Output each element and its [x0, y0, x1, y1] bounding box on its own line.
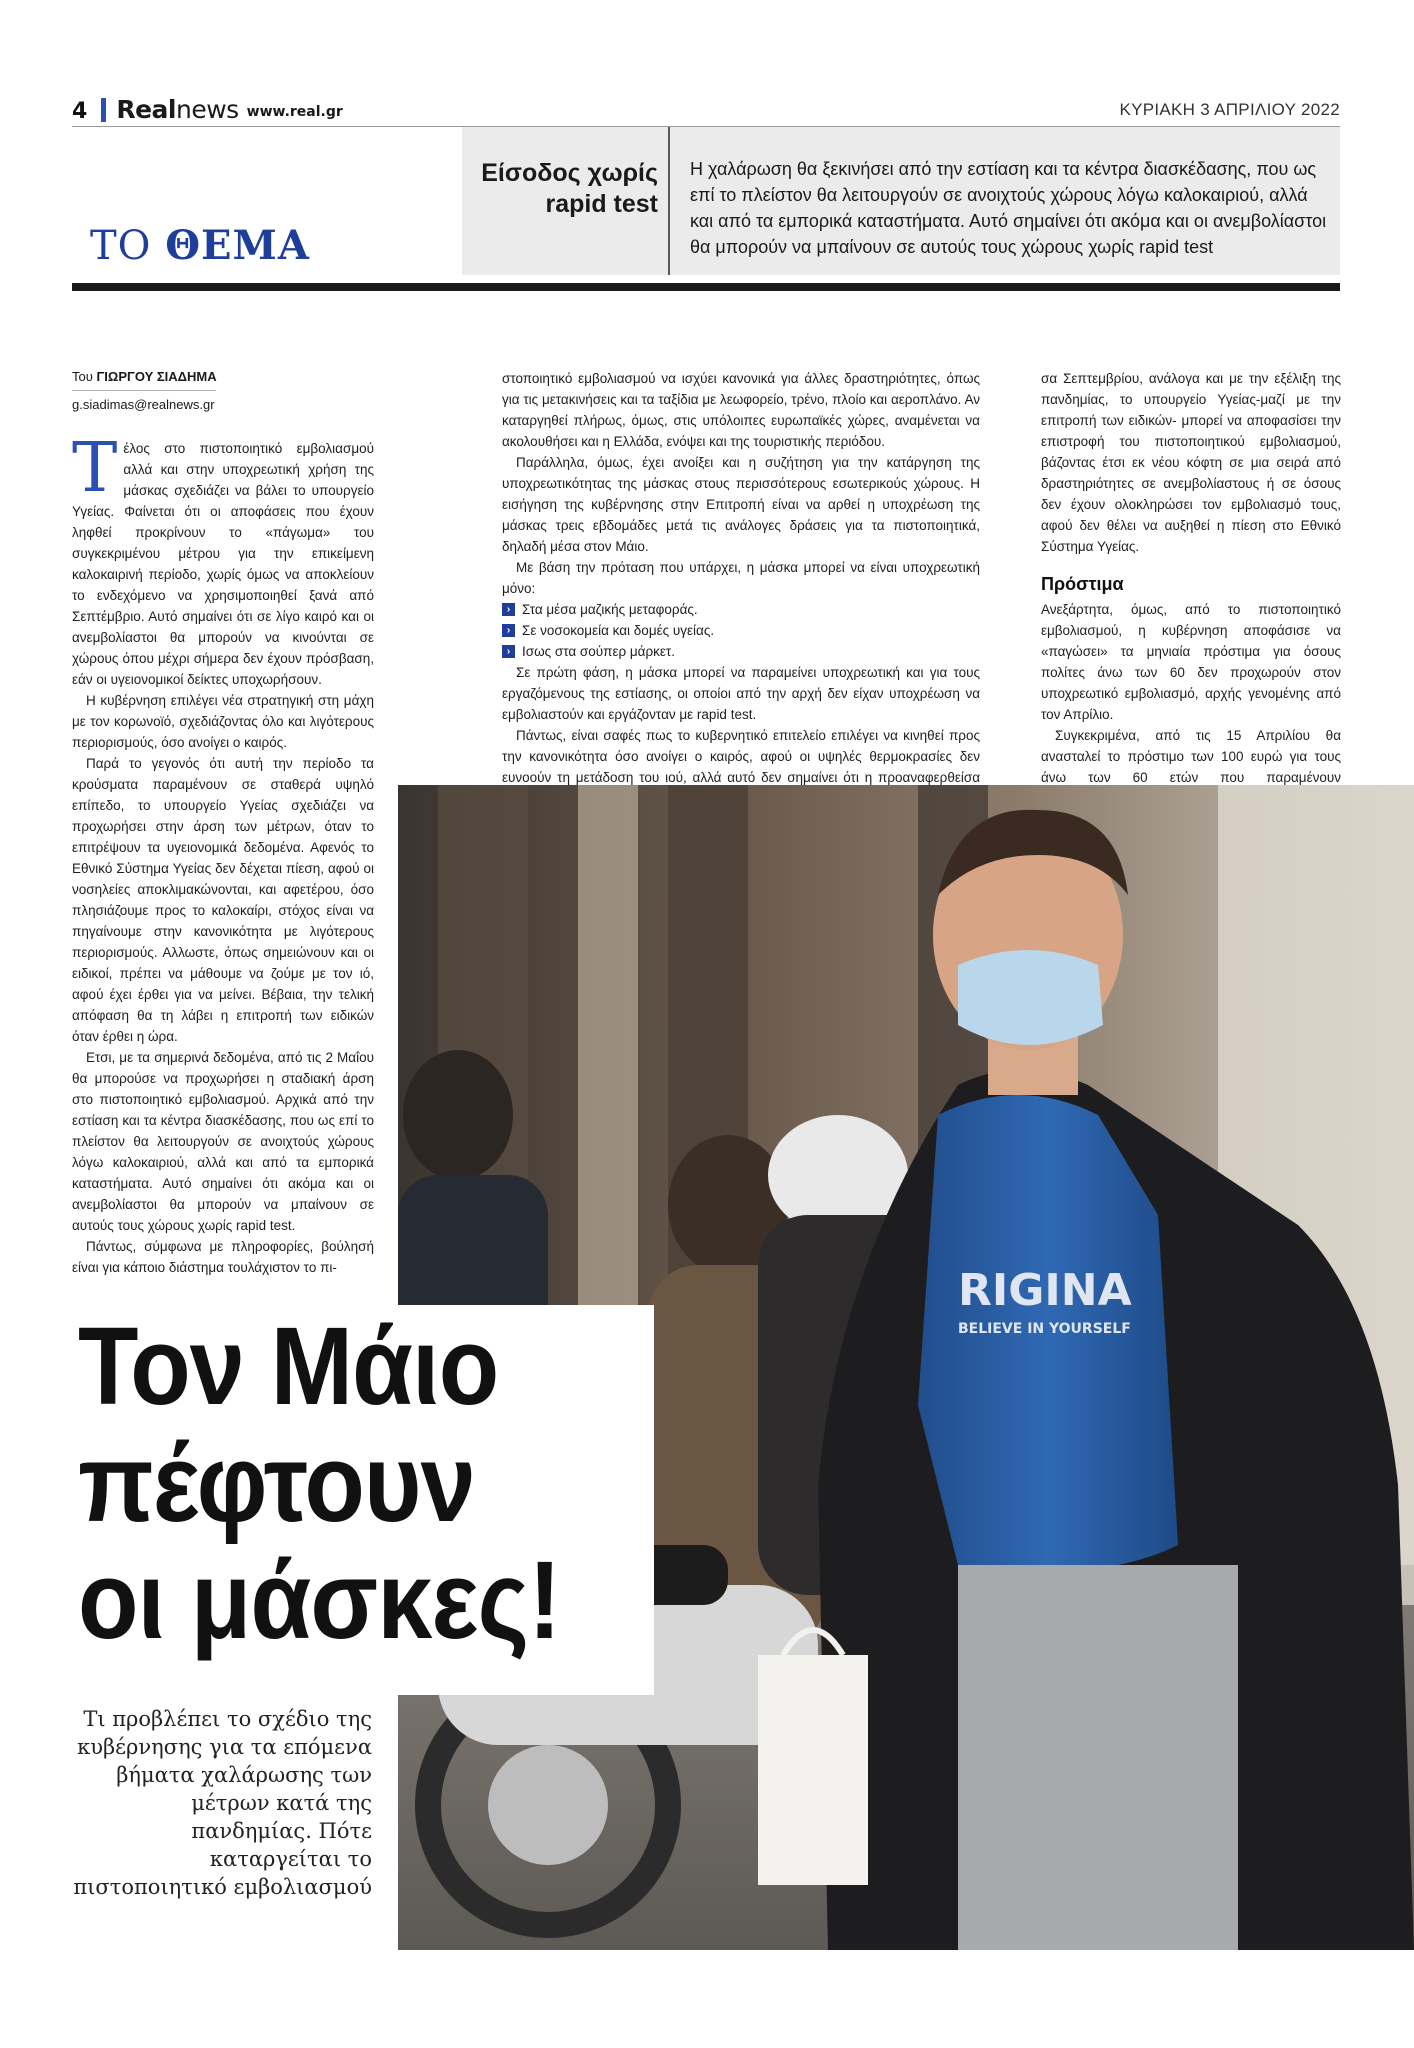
- subheading: Πρόστιμα: [1041, 574, 1124, 594]
- issue-date: ΚΥΡΙΑΚΗ 3 ΑΠΡΙΛΙΟΥ 2022: [1119, 100, 1340, 119]
- headline-line: οι μάσκες!: [78, 1539, 561, 1662]
- summary-title-line: rapid test: [545, 190, 658, 218]
- summary-text: Η χαλάρωση θα ξεκινήσει από την εστίαση και τα κέντρα διασκέδασης, που ως επί το πλείστον θα λειτουργούν σε ανοιχτούς χώρους λόγω καλοκαιριού, αλλά και από τα εμπορικά καταστήματα. Αυτό σημαίνει ότι ακόμα και οι ανεμβολίαστοι θα μπορούν να μπαίνουν σε αυτούς τους χώρους χωρίς rapid test: [690, 159, 1327, 257]
- page-header: [72, 92, 1340, 124]
- bullet-arrow-icon: ›: [502, 645, 515, 658]
- article-paragraph: Συγκεκριμένα, από τις 15 Απριλίου θα ανασταλεί το πρόστιμο των 100 ευρώ για τους άνω των 60 ετών που παραμένουν: [1041, 728, 1341, 785]
- article-column-1: [72, 429, 374, 1278]
- bullet-text: Σε νοσοκομεία και δομές υγείας.: [522, 623, 715, 638]
- article-paragraph: Πάντως, είναι σαφές πως το κυβερνητικό επιτελείο επιλέγει να κινηθεί προς την κανονικότητα όσο ανοίγει ο καιρός, αφού οι υψηλές θερμοκρασίες δεν ευνοούν τη μετάδοση του ιού, αλλά αυτό δεν σημαίνει ότι η προαναφερθείσα: [502, 728, 980, 785]
- article-column-3: [1041, 368, 1341, 809]
- hoodie-print: RIGINA: [958, 1265, 1132, 1316]
- brand-news: news: [175, 95, 239, 124]
- header-separator: [101, 98, 106, 122]
- byline-email[interactable]: g.siadimas@realnews.gr: [72, 397, 215, 412]
- byline: [72, 367, 222, 415]
- byline-rule: [72, 390, 216, 391]
- bullet-list: [502, 599, 980, 662]
- face-mask: [958, 950, 1103, 1045]
- paragraph-text: έλος στο πιστοποιητικό εμβολιασμού αλλά και στην υποχρεωτική χρήση της μάσκας σχεδιάζει να βάλει το υπουργείο Υγείας. Φαίνεται ότι οι αποφάσεις που έχουν ληφθεί προκρίνουν το «πάγωμα» του συγκεκριμένου μέτρου για την επικείμενη καλοκαιρινή περίοδο, χωρίς όμως να αποκλείουν το ενδεχόμενο να χρησιμοποιηθεί ξανά από Σεπτέμβριο. Αυτό σημαίνει ότι σε λίγο καιρό και οι ανεμβολίαστοι θα μπορούν να κινούνται σε χώρους όπου μέχρι σήμερα δεν έχουν πρόσβαση, εάν οι υγειονομικοί δείκτες υποχωρήσουν.: [72, 441, 374, 687]
- drop-cap: Τ: [72, 429, 118, 508]
- article-paragraph: Ανεξάρτητα, όμως, από το πιστοποιητικό εμβολιασμού, η κυβέρνηση αποφάσισε να «παγώσει» τα μηνιαία πρόστιμα για όσους πολίτες άνω των 60 δεν προχωρούν στον υποχρεωτικό εμβολιασμό, αρχής γενομένης από τον Απρίλιο.: [1041, 602, 1341, 722]
- article-paragraph: στοποιητικό εμβολιασμού να ισχύει κανονικά για άλλες δραστηριότητες, όπως για τις μετακινήσεις και τα ταξίδια με λεωφορείο, τρένο, πλοίο και αεροπλάνο. Αν καταργηθεί πλήρως, όμως, στις υπόλοιπες ευρωπαϊκές χώρες, αναμένεται να ακολουθήσει και η Ελλάδα, ενόψει και της τουριστικής περιόδου.: [502, 371, 980, 449]
- article-paragraph: Παρά το γεγονός ότι αυτή την περίοδο τα κρούσματα παραμένουν σε σταθερά υψηλό επίπεδο, το υπουργείο Υγείας σχεδιάζει να προχωρήσει στην άρση των μέτρων, όταν το επιτρέψουν τα υγειονομικά δεδομένα. Αφενός το Εθνικό Σύστημα Υγείας δεν δέχεται πίεση, αφού οι νοσηλείες αποκλιμακώνονται, και αφετέρου, όσο πλησιάζουμε προς το καλοκαίρι, στόχος είναι να πηγαίνουμε στην κανονικότητα με λιγότερους περιορισμούς. Αλλωστε, όπως σημειώνουν και οι ειδικοί, πρέπει να μάθουμε να ζούμε με τον ιό, αφού έχει έρθει για να μείνει. Βέβαια, την τελική απόφαση θα τη λάβει η επιτροπή των ειδικών όταν έρθει η ώρα.: [72, 756, 374, 1044]
- bullet-item: [502, 599, 980, 620]
- summary-title-line: Είσοδος χωρίς: [481, 159, 658, 187]
- article-paragraph: Σε πρώτη φάση, η μάσκα μπορεί να παραμείνει υποχρεωτική και για τους εργαζόμενους της εστίασης, οι οποίοι από την αρχή δεν είχαν υποχρέωση να εμβολιαστούν και εργάζονταν με rapid test.: [502, 665, 980, 722]
- section-name: ΘΕΜΑ: [165, 222, 310, 269]
- deck-subtitle: Τι προβλέπει το σχέδιο της κυβέρνησης για τα επόμενα βήματα χαλάρωσης των μέτρων κατά της πανδημίας. Πότε καταργείται το πιστοποιητικό εμβολιασμού: [73, 1707, 372, 1899]
- byline-author: ΓΙΩΡΓΟΥ ΣΙΑΔΗΜΑ: [96, 369, 217, 384]
- article-paragraph: Παράλληλα, όμως, έχει ανοίξει και η συζήτηση για την κατάργηση της υποχρεωτικότητας της μάσκας στους περισσότερους εσωτερικούς χώρους. Η εισήγηση της κυβέρνησης στην Επιτροπή είναι να αρθεί η υποχρέωση της μάσκας τρεις εβδομάδες μετά τις ανάλογες δράσεις για τα πιστοποιητικά, δηλαδή μέσα στον Μάιο.: [502, 455, 980, 554]
- section-prefix: ΤΟ: [90, 223, 152, 269]
- summary-bottom-rule: [72, 283, 1340, 291]
- bullet-arrow-icon: ›: [502, 624, 515, 637]
- bullet-item: [502, 620, 980, 641]
- summary-title: [462, 158, 658, 220]
- article-paragraph: Με βάση την πρόταση που υπάρχει, η μάσκα μπορεί να είναι υποχρεωτική μόνο:: [502, 560, 980, 596]
- hoodie-print-sub: BELIEVE IN YOURSELF: [958, 1321, 1131, 1337]
- shopping-bag: [758, 1655, 868, 1885]
- article-paragraph: [72, 429, 374, 690]
- brand-logo: [116, 95, 238, 124]
- brand-real: Real: [116, 95, 176, 124]
- article-paragraph: σα Σεπτεμβρίου, ανάλογα και με την εξέλιξη της πανδημίας, το υπουργείο Υγείας-μαζί με την επιτροπή των ειδικών- μπορεί να αποφασίσει την επιστροφή του πιστοποιητικού εμβολιασμού, βάζοντας έτσι εκ νέου κόφτη σε μια σειρά από δραστηριότητες σε ανεμβολίαστους ή σε όσους δεν έχουν ολοκληρώσει τον εμβολιασμό τους, αφού δεν θέλει να αυξηθεί η πίεση στο Εθνικό Σύστημα Υγείας.: [1041, 371, 1341, 554]
- bullet-text: Στα μέσα μαζικής μεταφοράς.: [522, 602, 698, 617]
- headline-line: πέφτουν: [78, 1422, 475, 1545]
- headline: [78, 1305, 600, 1662]
- bullet-arrow-icon: ›: [502, 603, 515, 616]
- bullet-text: Ισως στα σούπερ μάρκετ.: [522, 644, 676, 659]
- article-paragraph: Ετσι, με τα σημερινά δεδομένα, από τις 2 Μαΐου θα μπορούσε να προχωρήσει η σταδιακή άρση στο πιστοποιητικό εμβολιασμού. Αρχικά από την εστίαση και τα κέντρα διασκέδασης, που ως επί το πλείστον θα λειτουργούν σε ανοιχτούς χώρους λόγω καλοκαιριού, αλλά και από τα εμπορικά καταστήματα. Αυτό σημαίνει ότι ακόμα και οι ανεμβολίαστοι θα μπορούν να μπαίνουν σε αυτούς τους χώρους χωρίς rapid test.: [72, 1050, 374, 1233]
- pants: [958, 1565, 1238, 1950]
- article-paragraph: Πάντως, σύμφωνα με πληροφορίες, βούλησή είναι για κάποιο διάστημα τουλάχιστον το πι-: [72, 1239, 374, 1275]
- page-number: 4: [72, 99, 88, 124]
- byline-prefix: Του: [72, 369, 93, 384]
- bullet-item: [502, 641, 980, 662]
- article-paragraph: Η κυβέρνηση επιλέγει νέα στρατηγική στη μάχη με τον κορωνοϊό, σχεδιάζοντας όλο και λιγότερους περιορισμούς, όσο ανοίγει ο καιρός.: [72, 693, 374, 750]
- website-url: www.real.gr: [246, 104, 343, 120]
- headline-line: Τον Μάιο: [78, 1305, 499, 1428]
- article-column-2: [502, 368, 980, 830]
- summary-divider: [668, 127, 670, 275]
- section-label: [90, 222, 310, 269]
